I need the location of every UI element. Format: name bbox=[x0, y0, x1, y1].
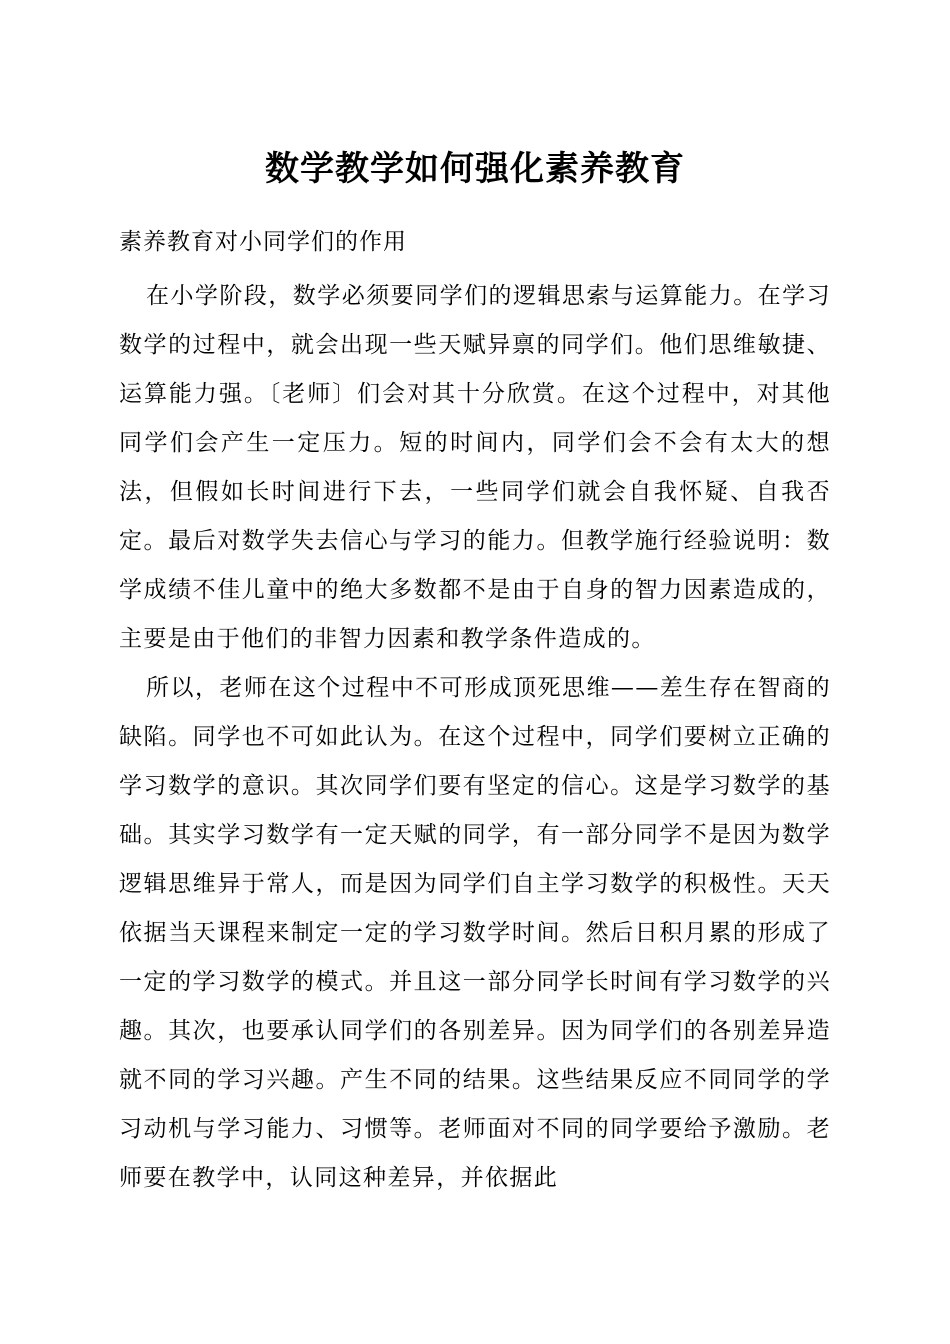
section-heading: 素养教育对小同学们的作用 bbox=[119, 229, 407, 255]
body-paragraph-1: 在小学阶段，数学必须要同学们的逻辑思索与运算能力。在学习数学的过程中，就会出现一些天赋异禀的同学们。他们思维敏捷、运算能力强。〔老师〕们会对其十分欣赏。在这个过程中，对其他同学们会产生一定压力。短的时间内，同学们会不会有太大的想法，但假如长时间进行下去，一些同学们就会自我怀疑、自我否定。最后对数学失去信心与学习的能力。但教学施行经验说明：数学成绩不佳儿童中的绝大多数都不是由于自身的智力因素造成的，主要是由于他们的非智力因素和教学条件造成的。 bbox=[119, 283, 831, 652]
document-title: 数学教学如何强化素养教育 bbox=[265, 149, 685, 189]
body-paragraph-2: 所以，老师在这个过程中不可形成顶死思维——差生存在智商的缺陷。同学也不可如此认为。在这个过程中，同学们要树立正确的学习数学的意识。其次同学们要有坚定的信心。这是学习数学的基础。其实学习数学有一定天赋的同学，有一部分同学不是因为数学逻辑思维异于常人，而是因为同学们自主学习数学的积极性。天天依据当天课程来制定一定的学习数学时间。然后日积月累的形成了一定的学习数学的模式。并且这一部分同学长时间有学习数学的兴趣。其次，也要承认同学们的各别差异。因为同学们的各别差异造就不同的学习兴趣。产生不同的结果。这些结果反应不同同学的学习动机与学习能力、习惯等。老师面对不同的同学要给予激励。老师要在教学中，认同这种差异，并依据此 bbox=[119, 675, 831, 1191]
document-body bbox=[119, 272, 831, 1203]
